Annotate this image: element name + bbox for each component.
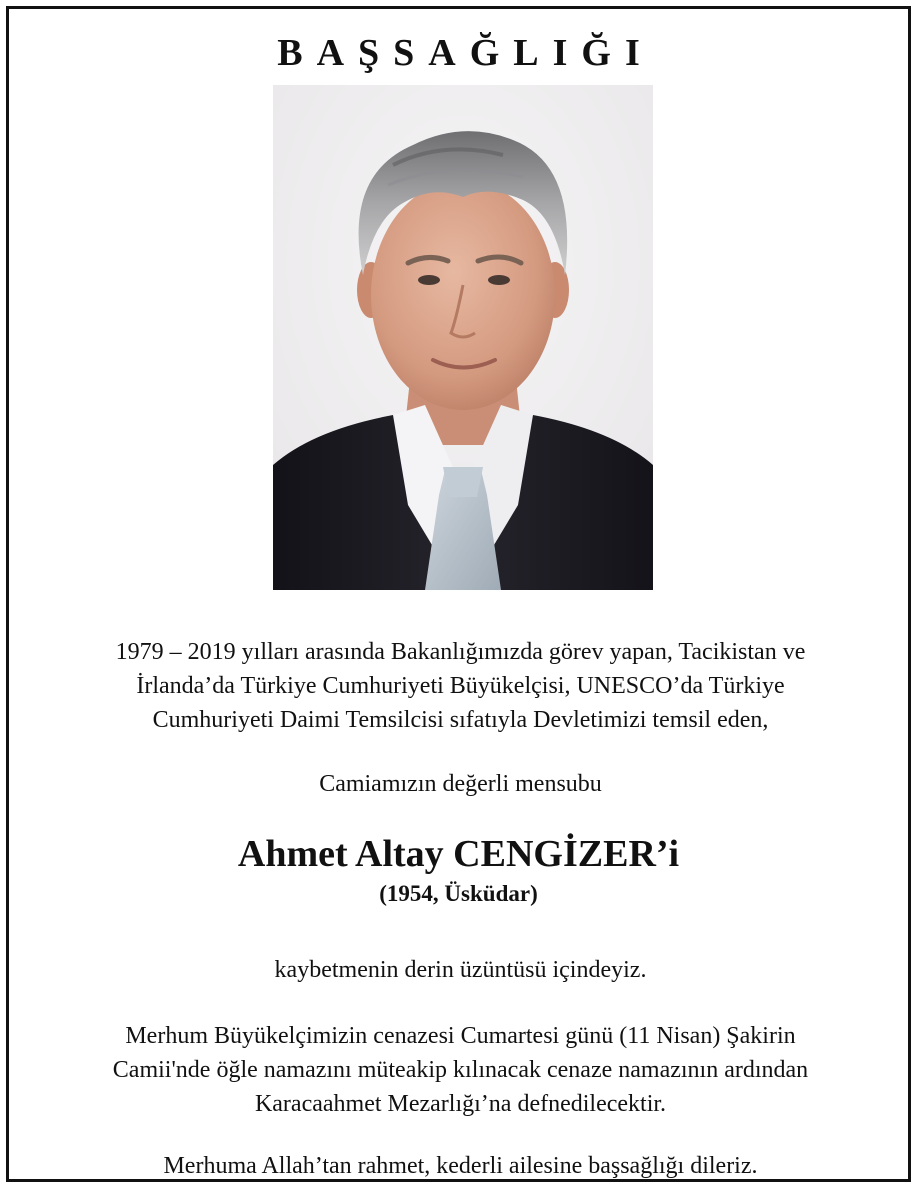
intro-paragraph (29, 635, 892, 737)
portrait-photo (273, 85, 653, 590)
closing-line: Merhuma Allah’tan rahmet, kederli ailesine başsağlığı dileriz. (163, 1153, 758, 1179)
intro-line: İrlanda’da Türkiye Cumhuriyeti Büyükelçisi, UNESCO’da Türkiye (136, 673, 785, 699)
community-line: Camiamızın değerli mensubu (319, 771, 602, 797)
intro-line: Cumhuriyeti Daimi Temsilcisi sıfatıyla Devletimizi temsil eden, (152, 707, 769, 733)
notice-title: BAŞSAĞLIĞI (277, 32, 654, 74)
deceased-name: Ahmet Altay CENGİZER’i (237, 833, 680, 875)
intro-line: 1979 – 2019 yılları arasında Bakanlığımızda görev yapan, Tacikistan ve (115, 639, 806, 665)
funeral-line: Merhum Büyükelçimizin cenazesi Cumartesi günü (11 Nisan) Şakirin (125, 1023, 796, 1049)
loss-line: kaybetmenin derin üzüntüsü içindeyiz. (274, 957, 647, 983)
funeral-line: Karacaahmet Mezarlığı’na defnedilecektir. (254, 1091, 667, 1117)
funeral-line: Camii'nde öğle namazını müteakip kılınacak cenaze namazının ardından (112, 1057, 809, 1083)
funeral-paragraph (29, 1019, 892, 1121)
condolence-notice (6, 6, 911, 1182)
birth-info: (1954, Üsküdar) (379, 881, 538, 906)
